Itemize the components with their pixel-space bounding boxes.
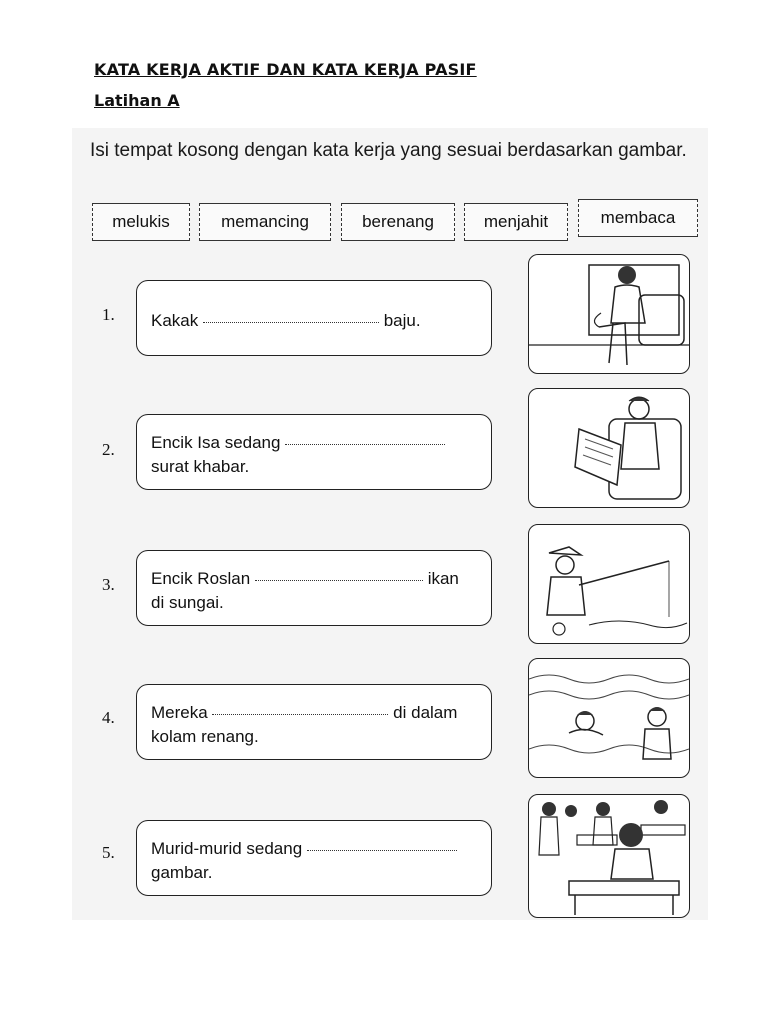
exercise-subtitle: Latihan A [94,91,180,110]
question-text: gambar. [151,863,213,882]
question-box [136,684,492,760]
illustration-swimming [528,658,690,778]
question-text: Kakak [151,311,199,330]
question-text: di dalam [393,703,458,722]
answer-blank[interactable] [307,848,457,851]
answer-blank[interactable] [212,712,388,715]
question-box [136,550,492,626]
question-text: Mereka [151,703,208,722]
answer-blank[interactable] [255,578,423,581]
question-text: kolam renang. [151,727,259,746]
question-box [136,414,492,490]
question-box [136,820,492,896]
illustration-fishing [528,524,690,644]
question-text: di sungai. [151,593,224,612]
question-text: Encik Roslan [151,569,251,588]
word-bank-item: menjahit [464,203,568,241]
word-bank-item: melukis [92,203,190,241]
illustration-sewing [528,254,690,374]
worksheet-title: KATA KERJA AKTIF DAN KATA KERJA PASIF [94,60,477,79]
word-bank-item: membaca [578,199,698,237]
question-number: 2. [102,440,115,459]
question-number: 4. [102,708,115,727]
answer-blank[interactable] [203,320,379,323]
question-number: 5. [102,843,115,862]
illustration-reading [528,388,690,508]
question-text: Encik Isa sedang [151,433,281,452]
question-box [136,280,492,356]
word-bank-item: memancing [199,203,331,241]
question-text: ikan [427,569,459,588]
question-text: baju. [383,311,421,330]
answer-blank[interactable] [285,442,445,445]
question-text: surat khabar. [151,457,250,476]
illustration-drawing-class [528,794,690,918]
word-bank-item: berenang [341,203,455,241]
instruction-text: Isi tempat kosong dengan kata kerja yang sesuai berdasarkan gambar. [90,140,687,161]
question-number: 1. [102,305,115,324]
question-number: 3. [102,575,115,594]
question-text: Murid-murid sedang [151,839,303,858]
